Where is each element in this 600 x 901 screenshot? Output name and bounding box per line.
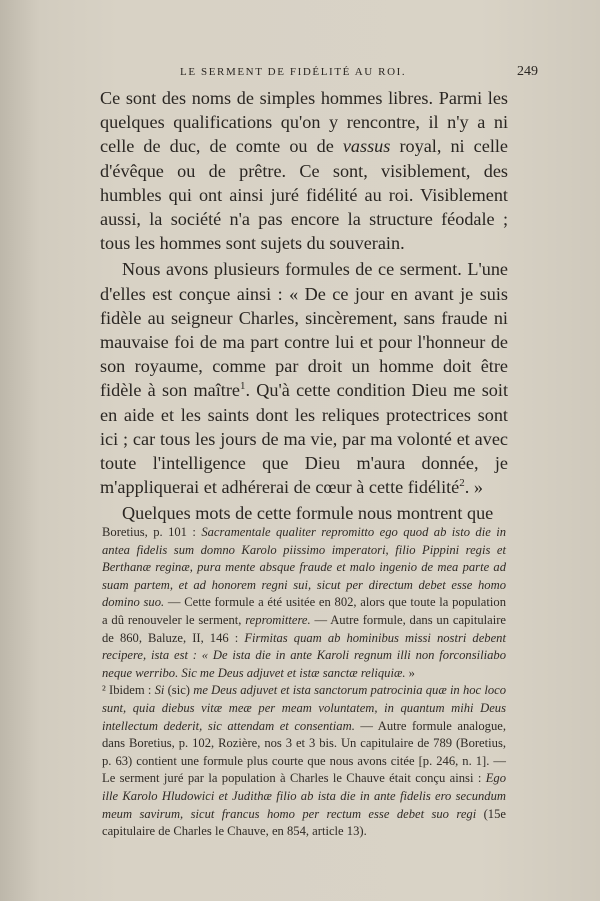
- footnote-1-text-c: — Autre formule, dans un capitulaire de 860, Baluze, II, 146 :: [102, 612, 506, 645]
- paragraph-1: [100, 86, 508, 255]
- running-title: LE SERMENT DE FIDÉLITÉ AU ROI.: [180, 66, 407, 78]
- footnote-2-text-c: — Autre formule analogue, dans Boretius, p. 102, Rozière, nos 3 et 3 bis. Un capitulaire de 789 (Boretius, p. 63) contient une formule plus courte que nous avons citée [p. 246, n. 1]. — Le serment juré par la population à Charles le Chauve était conçu ainsi :: [102, 718, 506, 786]
- footnote-2-latin-3: Ego ille Karolo Hludowici et Judithæ filio ab ista die in ante fidelis ero secundum meum savirum, sicut francus homo per rectum esse debet suo regi: [102, 771, 507, 821]
- footnote-1-source: Boretius, p. 101 :: [102, 525, 196, 539]
- main-text: [100, 86, 508, 526]
- footnote-1: [102, 524, 506, 682]
- footnote-1-latin-1: Sacramentale qualiter repromitto ego quod ab isto die in antea fidelis sum domno Karolo piissimo imperatori, filio Pippini regis et Berthanæ reginæ, pura mente absque fraude et malo ingenio de mea parte ad suam partem, et ad honorem regni sui, sicut per directum debet esse homo domino suo.: [102, 525, 506, 610]
- footnote-ref-1: 1: [239, 380, 246, 393]
- footnote-2-source: Ibidem :: [109, 683, 152, 698]
- vassus-term: vassus: [342, 136, 391, 157]
- paragraph-1-text: Ce sont des noms de simples hommes libres. Parmi les quelques qualifications qu'on y rencontre, il n'y a ni celle de duc, de comte ou de: [100, 88, 508, 157]
- page-number: 249: [517, 64, 538, 79]
- footnote-2-latin-2: me Deus adjuvet et ista sanctorum patrocinia quæ in hoc loco sunt, quia diebus vitæ meæ per meam voluntatem, in quantum mihi Deus intellectum dederit, sic attendam et consentiam.: [102, 683, 507, 733]
- footnote-2-sic: (sic): [167, 683, 190, 698]
- paragraph-2-text-c: . »: [464, 477, 483, 498]
- paragraph-1-rest: royal, ni celle d'évêque ou de prêtre. Ce sont, visiblement, des humbles qui ont ainsi juré fidélité au roi. Visiblement aussi, la société n'a pas encore la structure féodale ; tous les hommes sont sujets du souverain.: [100, 136, 509, 254]
- page-header: [0, 66, 600, 86]
- footnote-1-latin-3: Firmitas quam ab hominibus missi nostri debent recipere, ista est : « De ista die in ante Karoli regnum illi non forconsiliabo neque werribo. Sic me Deus adjuvet et istæ sanctæ reliquiæ.: [102, 630, 506, 680]
- footnote-ref-2: 2: [459, 477, 465, 490]
- footnotes: [102, 524, 506, 841]
- paragraph-2-text-b: . Qu'à cette condition Dieu me soit en aide et les saints dont les reliques protectrices sont ici ; car tous les jours de ma vie, par ma volonté et avec toute l'intelligence que Dieu m'aura donnée, je m'appliquerai et adhérerai de cœur à cette fidélité: [100, 380, 508, 498]
- footnote-2-latin-1: Si: [154, 683, 165, 698]
- footnote-2-number: ²: [102, 683, 106, 698]
- paragraph-3-text: Quelques mots de cette formule nous montrent que: [122, 503, 494, 524]
- footnote-1-text-b: — Cette formule a été usitée en 802, alors que toute la population a dû renouveler le serment,: [102, 595, 506, 627]
- paragraph-2: [100, 257, 508, 499]
- paragraph-2-text-a: Nous avons plusieurs formules de ce serment. L'une d'elles est conçue ainsi : « De ce jour en avant je suis fidèle au seigneur Charles, sincèrement, sans fraude ni mauvaise foi de ma part contre lui et pour l'honneur de son royaume, comme par droit un homme doit être fidèle à son maître: [100, 259, 508, 401]
- paragraph-3: [100, 501, 508, 525]
- footnote-2: [102, 682, 506, 840]
- footnote-1-text-d: »: [408, 665, 415, 680]
- footnote-2-text-d: (15e capitulaire de Charles le Chauve, en 854, article 13).: [102, 806, 506, 839]
- footnote-1-latin-2: repromittere.: [245, 612, 311, 627]
